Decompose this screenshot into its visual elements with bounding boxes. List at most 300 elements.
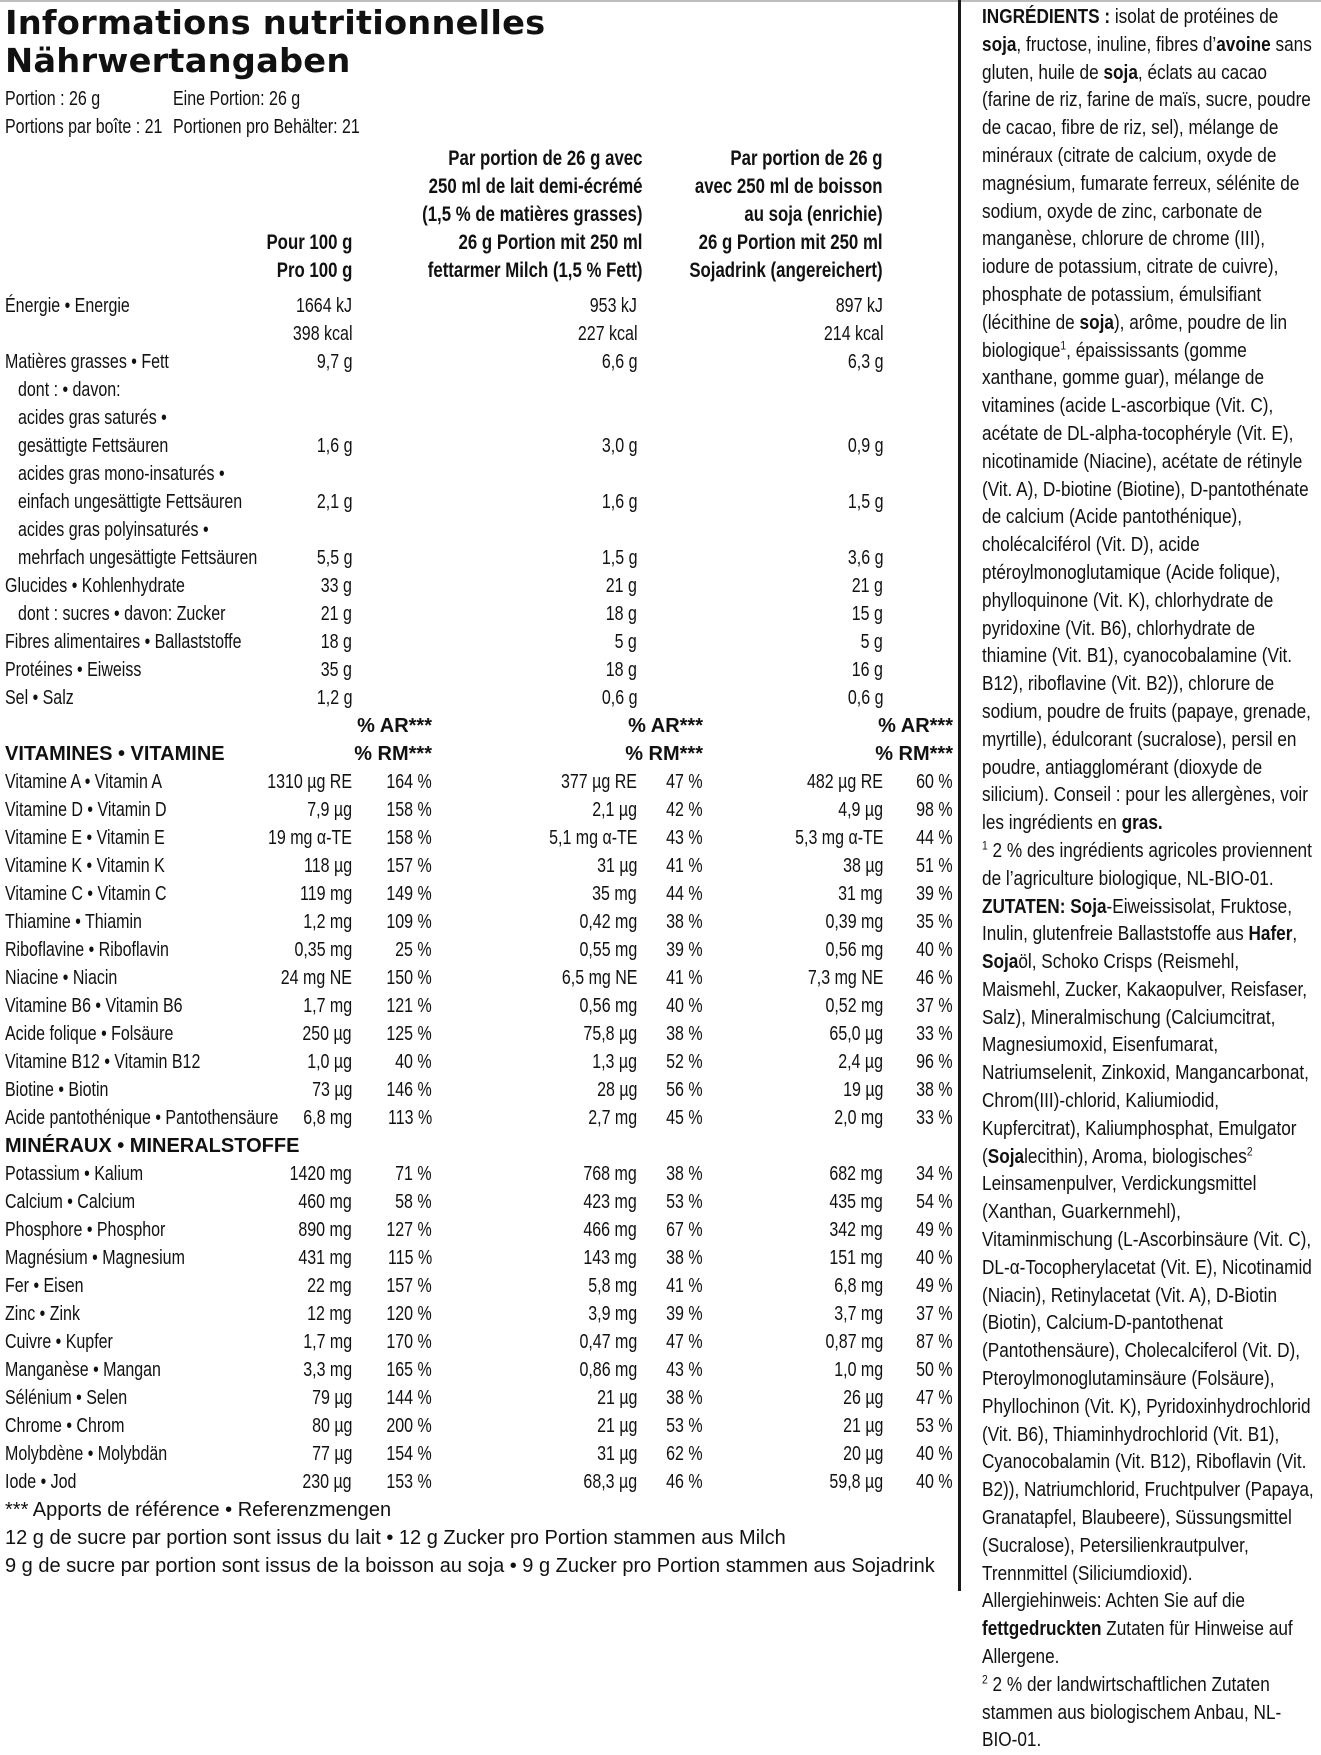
title-fr: Informations nutritionnelles xyxy=(5,3,546,42)
dot-leader xyxy=(640,824,663,852)
allergen-bold: soja xyxy=(1103,61,1138,84)
allergen-bold: soja xyxy=(982,33,1017,56)
percent-per-100g: 127 % xyxy=(386,1219,432,1241)
dot-leader xyxy=(435,1440,593,1468)
value-with-milk: 0,6 g xyxy=(601,687,637,709)
dot-leader xyxy=(169,1216,294,1244)
value-with-milk: 75,8 µg xyxy=(583,1023,637,1045)
nutrient-label: Biotine • Biotin xyxy=(5,1079,109,1101)
value-with-soy: 65,0 µg xyxy=(829,1023,883,1045)
value-per-100g: 1664 kJ xyxy=(295,295,352,317)
table-row xyxy=(5,1272,955,1300)
table-row xyxy=(5,908,955,936)
value-per-100g: 3,3 mg xyxy=(303,1359,352,1381)
value-per-100g: 431 mg xyxy=(298,1247,352,1269)
dot-leader xyxy=(355,1440,383,1468)
value-with-milk: 1,5 g xyxy=(601,547,637,569)
value-with-soy: 0,52 mg xyxy=(825,995,883,1017)
value-per-100g: 250 µg xyxy=(302,1023,352,1045)
percent-with-soy: 37 % xyxy=(916,1303,953,1325)
value-with-milk: 35 mg xyxy=(592,883,637,905)
value-with-soy: 6,8 mg xyxy=(834,1275,883,1297)
top-border xyxy=(0,0,1321,2)
value-per-100g: 19 mg α-TE xyxy=(268,827,352,849)
table-row xyxy=(5,936,955,964)
dot-leader xyxy=(435,1188,580,1216)
dot-leader xyxy=(88,1272,304,1300)
dot-leader xyxy=(173,348,313,376)
dot-leader xyxy=(435,880,589,908)
table-row xyxy=(5,1356,955,1384)
value-per-100g: 35 g xyxy=(320,659,352,681)
value-with-milk: 227 kcal xyxy=(577,323,637,345)
col-with-milk: Par portion de 26 g avec 250 ml de lait demi-écrémé (1,5 % de matières grasses) 26 g Portion mit 250 ml fettarmer Milch (1,5 % Fett) xyxy=(421,147,642,282)
dot-leader xyxy=(641,292,832,320)
dot-leader xyxy=(707,1356,830,1384)
nutrient-label: acides gras saturés • xyxy=(18,407,167,429)
percent-per-100g: 109 % xyxy=(386,911,432,933)
value-with-soy: 4,9 µg xyxy=(838,799,883,821)
percent-with-soy: 33 % xyxy=(916,1023,953,1045)
value-per-100g: 77 µg xyxy=(311,1443,352,1465)
ingredient-text: Zutaten für Hinweise auf Allergene. xyxy=(982,1618,1293,1669)
value-with-soy: 214 kcal xyxy=(823,323,883,345)
percent-per-100g: 200 % xyxy=(386,1415,432,1437)
table-row xyxy=(5,1020,955,1048)
dot-leader xyxy=(355,1020,383,1048)
dot-leader xyxy=(640,1300,663,1328)
value-with-milk: 1,6 g xyxy=(601,491,637,513)
footnote-reference: *** Apports de référence • Referenzmengen xyxy=(5,1499,392,1521)
dot-leader xyxy=(172,432,312,460)
value-per-100g: 1,6 g xyxy=(316,435,352,457)
nutrient-row xyxy=(5,684,955,712)
nutrient-label: Cuivre • Kupfer xyxy=(5,1331,113,1353)
table-row xyxy=(5,1244,955,1272)
dot-leader xyxy=(435,1216,580,1244)
dot-leader xyxy=(121,964,277,992)
percent-per-100g: 25 % xyxy=(395,939,432,961)
percent-per-100g: 158 % xyxy=(386,799,432,821)
dot-leader xyxy=(229,600,316,628)
nutrient-label: Acide pantothénique • Pantothensäure xyxy=(5,1107,279,1129)
dot-leader xyxy=(355,1048,392,1076)
percent-with-soy: 35 % xyxy=(916,911,953,933)
dot-leader xyxy=(640,936,663,964)
dot-leader xyxy=(131,1384,308,1412)
dot-leader xyxy=(707,852,839,880)
dot-leader xyxy=(173,936,290,964)
value-with-milk: 0,55 mg xyxy=(579,939,637,961)
portion-fr: Portion : 26 g xyxy=(5,88,101,110)
nutrient-label: Molybdène • Molybdän xyxy=(5,1443,168,1465)
nutrient-label: Chrome • Chrom xyxy=(5,1415,125,1437)
dot-leader xyxy=(139,1188,295,1216)
value-with-soy: 26 µg xyxy=(842,1387,883,1409)
dot-leader xyxy=(128,1412,307,1440)
value-with-milk: 0,42 mg xyxy=(579,911,637,933)
value-with-milk: 28 µg xyxy=(596,1079,637,1101)
percent-with-milk: 43 % xyxy=(666,827,703,849)
vitamins-heading: VITAMINES • VITAMINE xyxy=(5,743,225,765)
ingredient-text: öl, Schoko Crisps (Reismehl, Maismehl, Zucker, Kakaopulver, Reisfaser, Salz), Mineralmischung (Calciumcitrat, Magnesiumoxid, Eisenfumarat, Natriumselenit, Zinkoxid, Mangancarbonat, Chrom(III)-chlorid, Kaliumiodid, Kupfercitrat), Kaliumphosphat, Emulgator ( xyxy=(982,951,1309,1168)
ingredient-text: , éclats au cacao (farine de riz, farine de maïs, sucre, poudre de cacao, fibre de riz, sel), mélange de minéraux (citrate de calcium, oxyde de magnésium, fumarate ferreux, sélénite de sodium, oxyde de zinc, carbonate de manganèse, chlorure de chrome (III), iodure de potassium, citrate de cuivre), phosphate de potassium, émulsifiant (lécithine de xyxy=(982,61,1311,334)
percent-per-100g: 154 % xyxy=(386,1443,432,1465)
dot-leader xyxy=(641,600,848,628)
allergen-bold: avoine xyxy=(1216,33,1271,56)
value-with-milk: 5,8 mg xyxy=(588,1275,637,1297)
value-with-soy: 38 µg xyxy=(842,855,883,877)
value-with-soy: 0,6 g xyxy=(847,687,883,709)
dot-leader xyxy=(886,1412,913,1440)
percent-with-milk: 38 % xyxy=(666,1163,703,1185)
value-per-100g: 230 µg xyxy=(302,1471,352,1493)
dot-leader xyxy=(356,348,597,376)
value-with-milk: 21 µg xyxy=(596,1387,637,1409)
percent-with-milk: 38 % xyxy=(666,1247,703,1269)
nutrient-label: Niacine • Niacin xyxy=(5,967,118,989)
value-per-100g: 7,9 µg xyxy=(307,799,352,821)
percent-per-100g: 157 % xyxy=(386,1275,432,1297)
dot-leader xyxy=(640,1020,663,1048)
percent-with-soy: 34 % xyxy=(916,1163,953,1185)
value-with-milk: 31 µg xyxy=(596,1443,637,1465)
ingredients-de xyxy=(982,894,1314,1672)
dot-leader xyxy=(886,1328,913,1356)
dot-leader xyxy=(261,544,312,572)
footnote-marker: 2 xyxy=(1246,1144,1253,1159)
value-per-100g: 73 µg xyxy=(311,1079,352,1101)
dot-leader xyxy=(707,1412,839,1440)
percent-per-100g: 157 % xyxy=(386,855,432,877)
value-with-milk: 3,9 mg xyxy=(588,1303,637,1325)
per-box-fr: Portions par boîte : 21 xyxy=(5,116,163,138)
dot-leader xyxy=(640,964,663,992)
value-with-milk: 1,3 µg xyxy=(592,1051,637,1073)
value-per-100g: 21 g xyxy=(320,603,352,625)
value-with-milk: 18 g xyxy=(605,659,637,681)
dot-leader xyxy=(640,992,663,1020)
dot-leader xyxy=(355,1412,383,1440)
dot-leader xyxy=(435,908,575,936)
dot-leader xyxy=(80,1468,298,1496)
dot-leader xyxy=(355,1272,383,1300)
value-per-100g: 1,7 mg xyxy=(303,1331,352,1353)
ingredient-text: isolat de protéines de xyxy=(1110,6,1279,28)
dot-leader xyxy=(171,1440,308,1468)
dot-leader xyxy=(356,432,597,460)
dot-leader xyxy=(112,1076,307,1104)
dot-leader xyxy=(355,852,383,880)
dot-leader xyxy=(355,1104,384,1132)
percent-with-soy: 54 % xyxy=(916,1191,953,1213)
value-with-soy: 21 g xyxy=(851,575,883,597)
value-with-soy: 19 µg xyxy=(842,1079,883,1101)
dot-leader xyxy=(435,964,557,992)
ingredient-text: sans gluten, huile de xyxy=(982,33,1312,84)
dot-leader xyxy=(435,852,593,880)
percent-with-milk: 43 % xyxy=(666,1359,703,1381)
dot-leader xyxy=(355,908,383,936)
dot-leader xyxy=(640,1104,663,1132)
dot-leader xyxy=(886,1440,913,1468)
nutrient-label: Glucides • Kohlenhydrate xyxy=(5,575,185,597)
value-with-milk: 466 mg xyxy=(583,1219,637,1241)
vitamins-table xyxy=(5,768,955,1132)
nutrient-label: Vitamine C • Vitamin C xyxy=(5,883,167,905)
ingredient-text: , xyxy=(1292,923,1298,946)
percent-with-soy: 49 % xyxy=(916,1219,953,1241)
percent-with-milk: 46 % xyxy=(666,1471,703,1493)
percent-with-soy: 40 % xyxy=(916,939,953,961)
dot-leader xyxy=(886,1272,913,1300)
dot-leader xyxy=(886,992,913,1020)
value-with-soy: 15 g xyxy=(851,603,883,625)
dot-leader xyxy=(640,796,663,824)
allergen-bold: Hafer xyxy=(1248,923,1293,946)
percent-with-milk: 67 % xyxy=(666,1219,703,1241)
value-per-100g: 6,8 mg xyxy=(303,1107,352,1129)
dot-leader xyxy=(355,1188,392,1216)
dot-leader xyxy=(707,1048,834,1076)
nutrition-panel xyxy=(5,4,955,1580)
value-per-100g: 2,1 g xyxy=(316,491,352,513)
footnote-marker: 1 xyxy=(1060,337,1067,352)
dot-leader xyxy=(356,572,602,600)
value-with-milk: 18 g xyxy=(605,603,637,625)
table-row xyxy=(5,852,955,880)
column-divider xyxy=(958,0,961,1591)
dot-leader xyxy=(707,1440,839,1468)
value-with-soy: 0,39 mg xyxy=(825,911,883,933)
percent-with-soy: 40 % xyxy=(916,1471,953,1493)
dot-leader xyxy=(355,1160,392,1188)
table-row xyxy=(5,992,955,1020)
nutrient-label: Acide folique • Folsäure xyxy=(5,1023,174,1045)
table-row xyxy=(5,1048,955,1076)
percent-with-milk: 53 % xyxy=(666,1191,703,1213)
dot-leader xyxy=(435,1048,588,1076)
dot-leader xyxy=(355,880,383,908)
value-per-100g: 890 mg xyxy=(298,1219,352,1241)
value-with-soy: 20 µg xyxy=(842,1443,883,1465)
table-row xyxy=(5,1412,955,1440)
dot-leader xyxy=(707,880,835,908)
ingredient-text: , fructose, inuline, fibres d’ xyxy=(1016,33,1217,56)
value-per-100g: 1,0 µg xyxy=(307,1051,352,1073)
dot-leader xyxy=(435,1384,593,1412)
dot-leader xyxy=(707,1300,830,1328)
percent-with-milk: 52 % xyxy=(666,1051,703,1073)
value-with-soy: 31 mg xyxy=(838,883,883,905)
dot-leader xyxy=(189,572,317,600)
value-per-100g: 9,7 g xyxy=(316,351,352,373)
dot-leader xyxy=(355,1384,383,1412)
percent-per-100g: 125 % xyxy=(386,1023,432,1045)
percent-with-milk: 39 % xyxy=(666,939,703,961)
table-row xyxy=(5,1188,955,1216)
dot-leader xyxy=(355,964,383,992)
dot-leader xyxy=(435,796,588,824)
dot-leader xyxy=(707,1188,826,1216)
percent-with-soy: 40 % xyxy=(916,1443,953,1465)
nutrient-row xyxy=(5,544,955,572)
value-with-soy: 0,87 mg xyxy=(825,1331,883,1353)
dot-leader xyxy=(886,768,913,796)
footnote-milk-sugar: 12 g de sucre par portion sont issus du lait • 12 g Zucker pro Portion stammen aus Milch xyxy=(5,1527,786,1549)
allergen-bold: fettgedruckten xyxy=(982,1618,1102,1641)
percent-with-soy: 53 % xyxy=(916,1415,953,1437)
dot-leader xyxy=(189,1244,295,1272)
nutrient-label: dont : sucres • davon: Zucker xyxy=(18,603,226,625)
ingredient-text: -Eiweissisolat, Fruktose, Inulin, glutenfreie Ballaststoffe aus xyxy=(982,895,1292,946)
percent-with-milk: 42 % xyxy=(666,799,703,821)
value-per-100g: 24 mg NE xyxy=(280,967,352,989)
dot-leader xyxy=(886,796,913,824)
percent-with-soy: 60 % xyxy=(916,771,953,793)
value-with-soy: 7,3 mg NE xyxy=(807,967,883,989)
dot-leader xyxy=(435,1160,580,1188)
value-with-milk: 5,1 mg α-TE xyxy=(548,827,637,849)
dot-leader xyxy=(435,824,545,852)
dot-leader xyxy=(282,1104,299,1132)
dot-leader xyxy=(640,1272,663,1300)
nutrient-label: Sel • Salz xyxy=(5,687,74,709)
dot-leader xyxy=(145,656,317,684)
value-per-100g: 5,5 g xyxy=(316,547,352,569)
dot-leader xyxy=(640,1048,663,1076)
percent-per-100g: 165 % xyxy=(386,1359,432,1381)
nutrient-label: Vitamine E • Vitamin E xyxy=(5,827,165,849)
value-with-milk: 377 µg RE xyxy=(561,771,637,793)
nutrient-row xyxy=(5,460,955,488)
nutrient-label: gesättigte Fettsäuren xyxy=(18,435,169,457)
table-row xyxy=(5,1076,955,1104)
percent-with-soy: 46 % xyxy=(916,967,953,989)
macronutrient-table xyxy=(5,292,955,712)
table-row xyxy=(5,1216,955,1244)
dot-leader xyxy=(177,1020,298,1048)
dot-leader xyxy=(356,544,597,572)
percent-with-milk: 47 % xyxy=(666,771,703,793)
dot-leader xyxy=(84,1300,304,1328)
dot-leader xyxy=(886,852,913,880)
value-with-milk: 6,6 g xyxy=(601,351,637,373)
nutrient-label: Vitamine A • Vitamin A xyxy=(5,771,163,793)
dot-leader xyxy=(435,1020,579,1048)
table-row xyxy=(5,768,955,796)
serving-info xyxy=(5,85,765,141)
dot-leader xyxy=(435,992,575,1020)
dot-leader xyxy=(356,488,597,516)
nutrient-label: Vitamine K • Vitamin K xyxy=(5,855,165,877)
dot-leader xyxy=(886,964,913,992)
portion-de: Eine Portion: 26 g xyxy=(173,88,301,110)
table-row xyxy=(5,1384,955,1412)
dot-leader xyxy=(640,852,663,880)
table-row xyxy=(5,1160,955,1188)
dot-leader xyxy=(640,1384,663,1412)
value-with-soy: 16 g xyxy=(851,659,883,681)
dot-leader xyxy=(355,1300,383,1328)
dot-leader xyxy=(435,1356,575,1384)
dot-leader xyxy=(169,824,264,852)
percent-per-100g: 146 % xyxy=(386,1079,432,1101)
percent-with-milk: 53 % xyxy=(666,1415,703,1437)
per-box-de: Portionen pro Behälter: 21 xyxy=(173,116,360,138)
dot-leader xyxy=(640,1244,663,1272)
table-row xyxy=(5,1300,955,1328)
dot-leader xyxy=(355,1244,384,1272)
value-per-100g: 1,2 g xyxy=(316,687,352,709)
percent-per-100g: 150 % xyxy=(386,967,432,989)
dot-leader xyxy=(641,432,843,460)
table-row xyxy=(5,824,955,852)
value-with-soy: 0,9 g xyxy=(847,435,883,457)
minerals-heading: MINÉRAUX • MINERALSTOFFE xyxy=(5,1135,300,1157)
value-per-100g: 119 mg xyxy=(299,883,352,905)
table-row xyxy=(5,964,955,992)
nutrient-row xyxy=(5,376,955,404)
dot-leader xyxy=(355,1356,383,1384)
nutrient-label: acides gras polyinsaturés • xyxy=(18,519,209,541)
dot-leader xyxy=(640,908,663,936)
value-with-milk: 768 mg xyxy=(583,1163,637,1185)
table-row xyxy=(5,1468,955,1496)
percent-with-soy: 33 % xyxy=(916,1107,953,1129)
percent-per-100g: 71 % xyxy=(395,1163,432,1185)
title-de: Nährwertangaben xyxy=(5,41,351,80)
percent-with-soy: 37 % xyxy=(916,995,953,1017)
dot-leader xyxy=(707,936,821,964)
organic-note-fr: $^1$ 2 % des ingrédients agricoles proviennent de l’agriculture biologique, NL-BIO-01. xyxy=(982,838,1312,890)
percent-with-soy: 39 % xyxy=(916,883,953,905)
nutrient-label: Sélénium • Selen xyxy=(5,1387,128,1409)
value-with-soy: 342 mg xyxy=(829,1219,883,1241)
dot-leader xyxy=(886,1160,913,1188)
dot-leader xyxy=(707,1272,830,1300)
ingredient-text: ), arôme, poudre de lin biologique xyxy=(982,311,1288,362)
value-per-100g: 118 µg xyxy=(303,855,352,877)
percent-per-100g: 113 % xyxy=(387,1107,432,1129)
dot-leader xyxy=(707,768,803,796)
dot-leader xyxy=(886,824,913,852)
nutrient-label: dont : • davon: xyxy=(18,379,121,401)
ar-header-row-1: % AR*** % AR*** % AR*** xyxy=(357,715,953,737)
dot-leader xyxy=(886,880,913,908)
value-with-milk: 21 µg xyxy=(596,1415,637,1437)
nutrient-row xyxy=(5,432,955,460)
minerals-heading-row xyxy=(5,1132,955,1160)
value-with-milk: 143 mg xyxy=(583,1247,637,1269)
nutrient-label: Thiamine • Thiamin xyxy=(5,911,142,933)
dot-leader xyxy=(886,1244,913,1272)
percent-per-100g: 120 % xyxy=(386,1303,432,1325)
allergen-bold: gras. xyxy=(1121,812,1163,835)
dot-leader xyxy=(355,824,383,852)
dot-leader xyxy=(640,1468,663,1496)
percent-with-milk: 38 % xyxy=(666,911,703,933)
dot-leader xyxy=(171,880,296,908)
value-with-soy: 682 mg xyxy=(829,1163,883,1185)
dot-leader xyxy=(165,1356,299,1384)
ingredient-text: Leinsamenpulver, Verdickungsmittel (Xanthan, Guarkernmehl), Vitaminmischung (L-Ascorbinsäure (Vit. C), DL-α-Tocopherylacetat (Vit. E), Nicotinamid (Niacin), Retinylacetat (Vit. A), D-Biotin (Biotin), Calcium-D-pantothenat (Pantothensäure), Cholecalciferol (Vit. D), Pteroylmonoglutaminsäure (Folsäure), Phyllochinon (Vit. K), Pyridoxinhydrochlorid (Vit. B6), Thiaminhydrochlorid (Vit. B1), Cyanocobalamin (Vit. B12), Riboflavin (Vit. B2)), Natriumchlorid, Fruchtpulver (Papaya, Granatapfel, Blaubeere), Süssungsmittel (Sucralose), Petersilienkrautpulver, Trennmittel (Siliciumdioxid). Allergiehinweis: Achten Sie auf die xyxy=(982,1173,1314,1613)
percent-with-soy: 44 % xyxy=(916,827,953,849)
dot-leader xyxy=(640,880,663,908)
dot-leader xyxy=(356,600,602,628)
value-with-soy: 1,0 mg xyxy=(834,1359,883,1381)
dot-leader xyxy=(134,292,292,320)
